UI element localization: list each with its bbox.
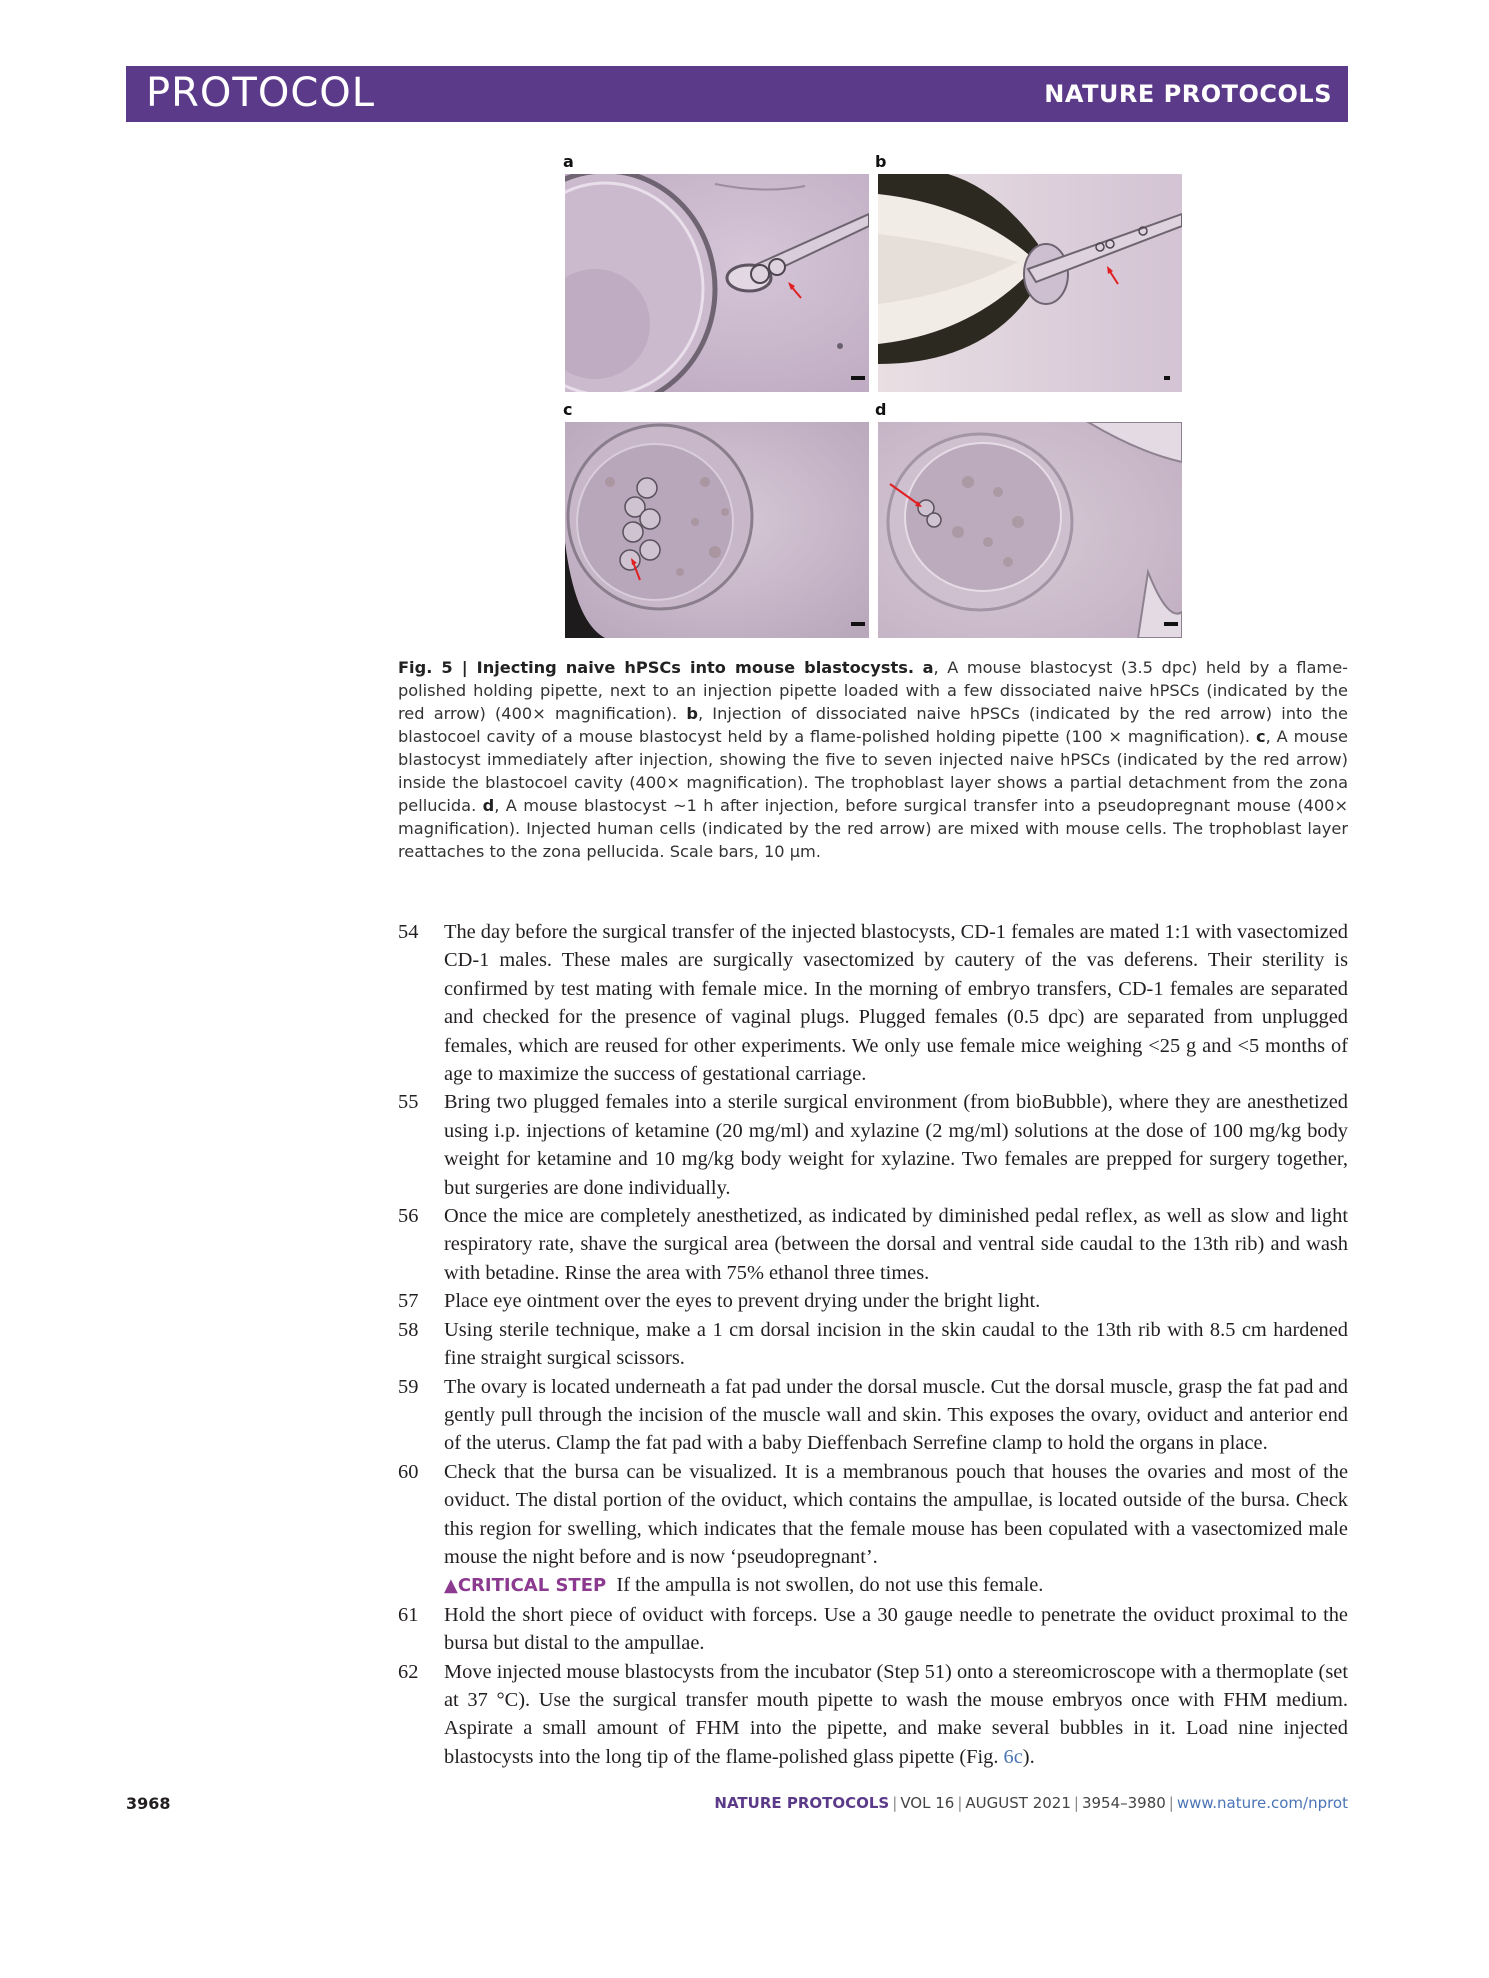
step-number: 61 [398,1603,419,1626]
step-number: 55 [398,1091,419,1114]
caption-label-a: a [922,658,934,677]
figure-link[interactable]: 6c [1003,1745,1023,1768]
step-56 [398,1202,1348,1287]
panel-d-image [878,422,1182,638]
step-text: Hold the short piece of oviduct with forceps. Use a 30 gauge needle to penetrate the oviduct proximal to the bursa but distal to the ampullae. [444,1603,1348,1655]
journal-title: NATURE PROTOCOLS [1044,80,1332,108]
caption-text-a: , A mouse blastocyst (3.5 dpc) held by a flame-polished holding pipette, next to an injection pipette loaded with a few dissociated naive hPSCs (indicated by the red arrow) (400× magnification). [398,658,1348,723]
step-61 [398,1601,1348,1658]
step-number: 57 [398,1290,419,1313]
footer-volume: VOL 16 [900,1794,955,1812]
header-bar [126,66,1348,122]
panel-c-image [565,422,869,638]
critical-step-text: If the ampulla is not swollen, do not use this female. [616,1574,1044,1597]
panel-label-d: d [875,400,887,419]
step-number: 62 [398,1660,419,1683]
step-number: 58 [398,1318,419,1341]
caption-label-c: c [1255,727,1266,746]
step-text-tail: ). [1022,1745,1035,1768]
section-title: PROTOCOL [146,70,376,116]
caption-label-b: b [686,704,698,723]
caption-text-d: , A mouse blastocyst ~1 h after injection, before surgical transfer into a pseudopregnant mouse (400× magnification). Injected human cells (indicated by the red arrow) are mixed with mouse cells. The trophoblast layer reattaches to the zona pellucida. Scale bars, 10 μm. [398,796,1349,861]
step-54 [398,918,1348,1088]
footer-journal: NATURE PROTOCOLS [714,1794,890,1812]
step-text: Bring two plugged females into a sterile surgical environment (from bioBubble), where they are anesthetized using i.p. injections of ketamine (20 mg/ml) and xylazine (2 mg/ml) solutions at the dose of 100 mg/kg body weight for ketamine and 10 mg/kg body weight for xylazine. Two females are prepped for surgery together, but surgeries are done individually. [444,1091,1348,1199]
panel-a-image [565,174,869,392]
caption-text-c: , A mouse blastocyst immediately after injection, showing the five to seven injected naive hPSCs (indicated by the red arrow) inside the blastocoel cavity (400× magnification). The trophoblast layer shows a partial detachment from the zona pellucida. [398,727,1348,815]
step-number: 59 [398,1375,419,1398]
caption-fig-label: Fig. 5 | Injecting naive hPSCs into mouse blastocysts. [398,658,914,677]
step-58 [398,1316,1348,1373]
step-62 [398,1658,1348,1772]
footer-url[interactable]: www.nature.com/nprot [1176,1794,1348,1812]
step-text: Place eye ointment over the eyes to prevent drying under the bright light. [444,1290,1041,1313]
caption-label-d: d [482,796,495,815]
step-text: Once the mice are completely anesthetized, as indicated by diminished pedal reflex, as well as slow and light respiratory rate, shave the surgical area (between the dorsal and ventral side caudal to the 13th rib) and wash with betadine. Rinse the area with 75% ethanol three times. [444,1205,1348,1284]
panel-label-a: a [563,152,574,171]
step-55 [398,1088,1348,1202]
footer-date: AUGUST 2021 [965,1794,1071,1812]
step-text: The ovary is located underneath a fat pad under the dorsal muscle. Cut the dorsal muscle, grasp the fat pad and gently pull through the incision of the muscle wall and skin. This exposes the ovary, oviduct and anterior end of the uterus. Clamp the fat pad with a baby Dieffenbach Serrefine clamp to hold the organs in place. [444,1375,1348,1455]
footer-pages: 3954–3980 [1081,1794,1166,1812]
panel-label-c: c [563,400,573,419]
caption-text-b: , Injection of dissociated naive hPSCs (indicated by the red arrow) into the blastocoel cavity of a mouse blastocyst held by a flame-polished holding pipette (100 × magnification). [398,704,1348,746]
step-59 [398,1373,1348,1458]
procedure-steps [398,918,1348,1771]
step-60 [398,1458,1348,1601]
step-57 [398,1287,1348,1315]
step-number: 54 [398,921,419,943]
step-number: 56 [398,1205,419,1228]
step-number: 60 [398,1460,419,1483]
step-text: The day before the surgical transfer of the injected blastocysts, CD-1 females are mated 1:1 with vasectomized CD-1 males. These males are surgically vasectomized by cautery of the vas deferens. Their sterility is confirmed by test mating with female mice. In the morning of embryo transfers, CD-1 females are separated and checked for the presence of vaginal plugs. Plugged females (0.5 dpc) are separated from unplugged females, which are reused for other experiments. We only use female mice weighing <25 g and <5 months of age to maximize the success of gestational carriage. [444,921,1348,1086]
step-text: Check that the bursa can be visualized. It is a membranous pouch that houses the ovaries and most of the oviduct. The distal portion of the oviduct, which contains the ampullae, is located outside of the bursa. Check this region for swelling, which indicates that the female mouse has been copulated with a vasectomized male mouse the night before and is now ‘pseudopregnant’. [444,1460,1348,1568]
panel-b-image [878,174,1182,392]
step-text: Move injected mouse blastocysts from the incubator (Step 51) onto a stereomicroscope with a thermoplate (set at 37 °C). Use the surgical transfer mouth pipette to wash the mouse embryos once with FHM medium. Aspirate a small amount of FHM into the pipette, and make several bubbles in it. Load nine injected blastocysts into the long tip of the flame-polished glass pipette (Fig. [444,1660,1348,1768]
figure-caption [398,656,1348,863]
footer-citation: NATURE PROTOCOLS | VOL 16 | AUGUST 2021 | 3954–3980 | www.nature.com/nprot [714,1794,1348,1812]
step-text: Using sterile technique, make a 1 cm dorsal incision in the skin caudal to the 13th rib with 8.5 cm hardened fine straight surgical scissors. [444,1318,1348,1370]
critical-step-label: ▲CRITICAL STEP [444,1575,607,1597]
page-number: 3968 [126,1794,171,1813]
panel-label-b: b [875,152,887,171]
